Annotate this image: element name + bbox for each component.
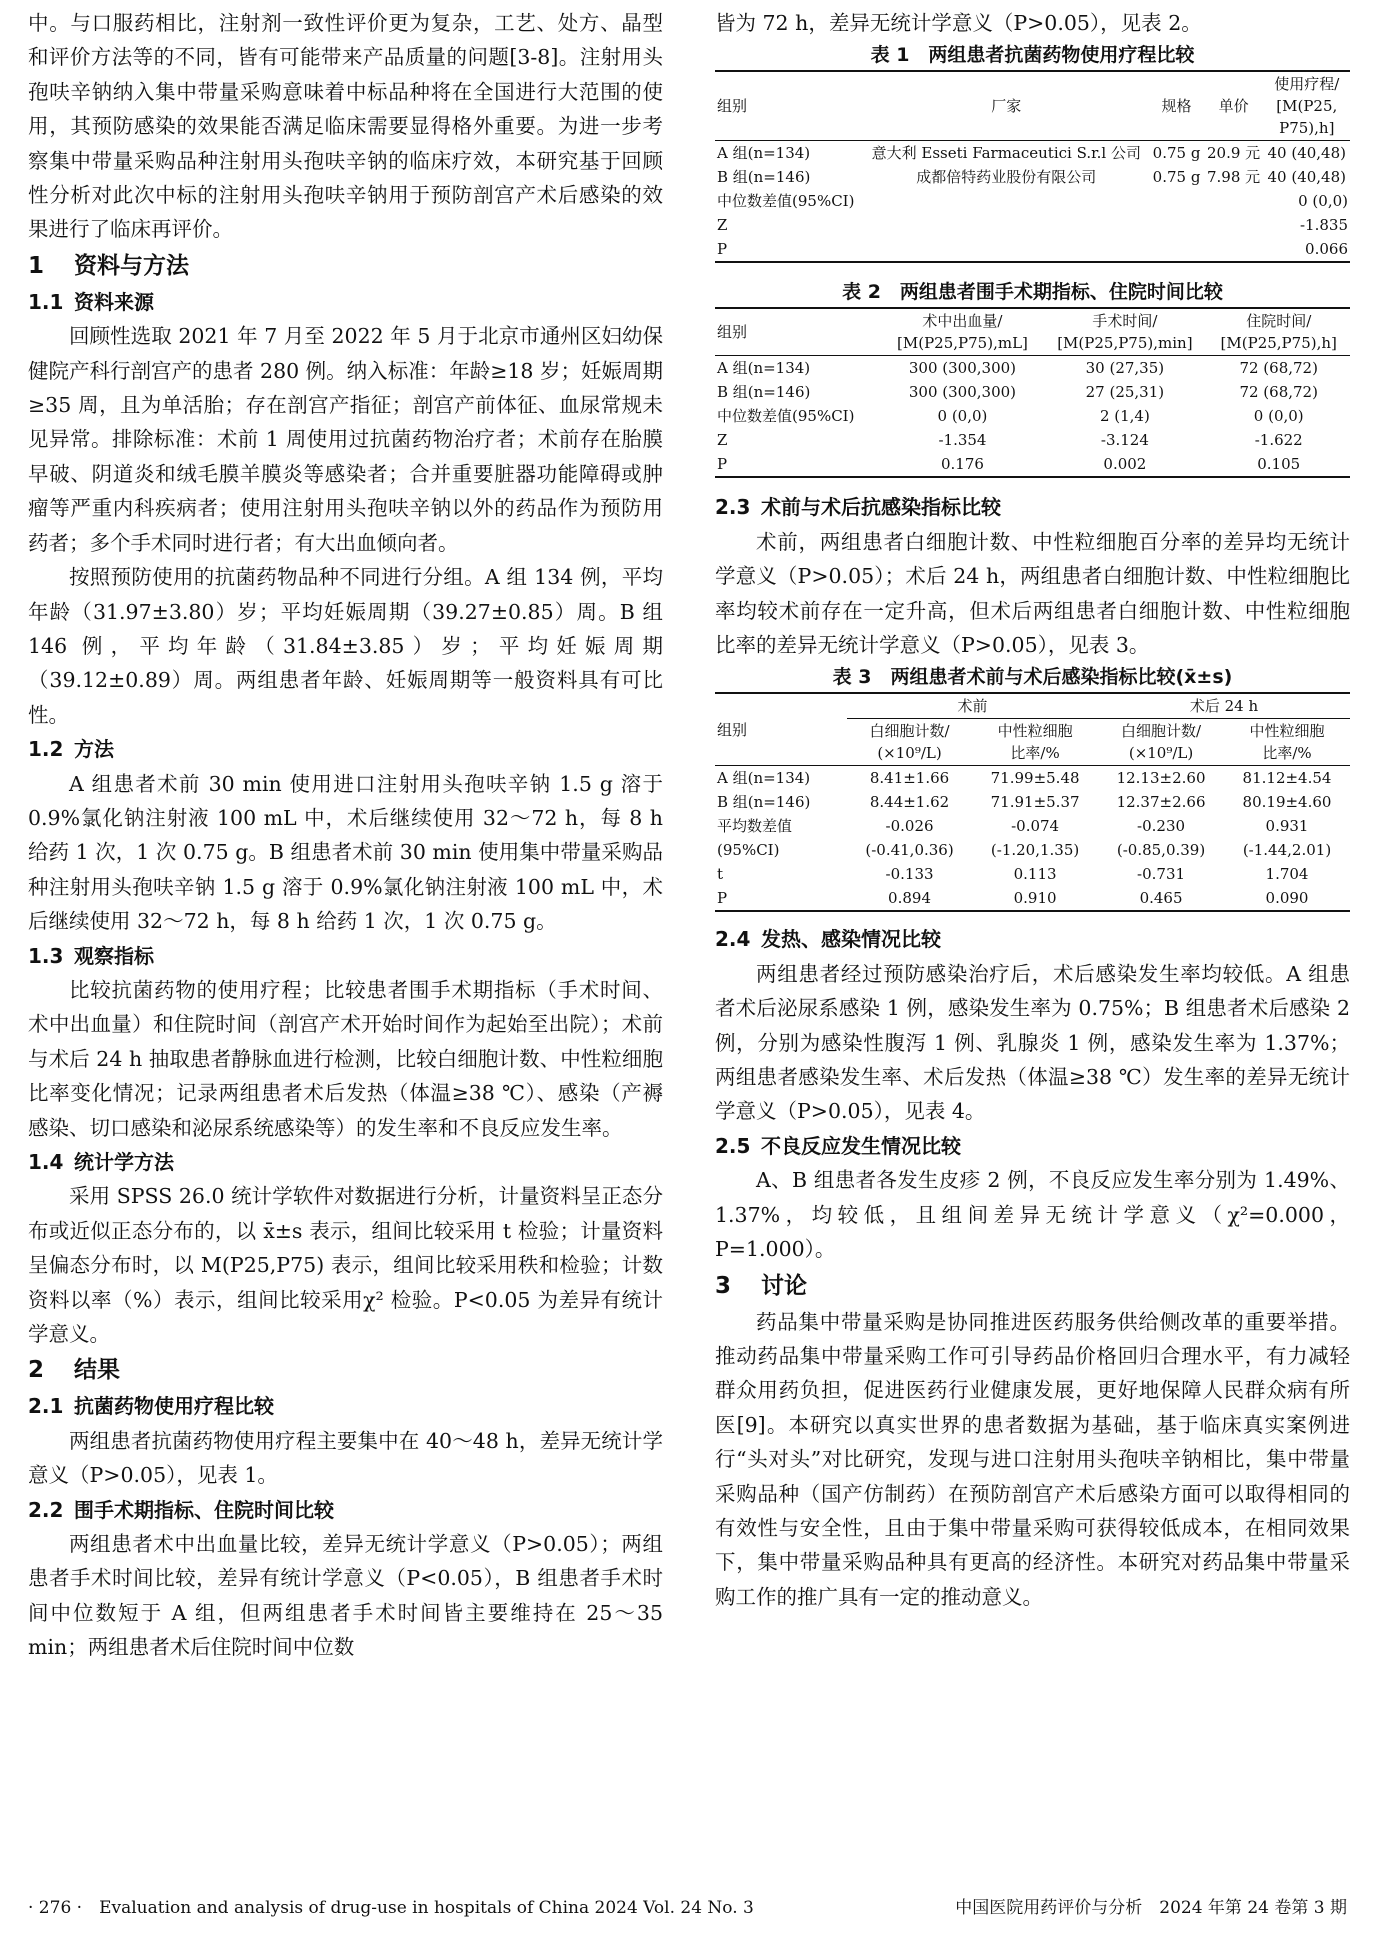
- table-cell: 中位数差值(95%CI): [717, 192, 855, 211]
- header-line: [M(P25,: [1276, 97, 1338, 116]
- subsection-heading: [28, 1389, 663, 1423]
- table-row: [715, 862, 1350, 886]
- table-cell: 71.91±5.37: [990, 793, 1080, 812]
- header-cell: [883, 308, 1043, 356]
- header-cell: 组别: [715, 71, 863, 141]
- subsection-title: 观察指标: [74, 943, 154, 968]
- table-row: [715, 165, 1350, 189]
- subsection-number: 2.2: [28, 1497, 64, 1522]
- subsection-heading: [28, 939, 663, 973]
- right-column: [715, 6, 1350, 1614]
- table-cell: -0.133: [885, 865, 934, 884]
- table-title: 表 1 两组患者抗菌药物使用疗程比较: [870, 44, 1195, 67]
- header-cell: 规格: [1149, 71, 1203, 141]
- table-cell: 0.105: [1257, 455, 1301, 474]
- table-group-header-row: [715, 693, 1350, 719]
- table-cell: -0.230: [1137, 817, 1186, 836]
- subsection-title: 发热、感染情况比较: [761, 927, 941, 952]
- header-line: 中性粒细胞: [1249, 722, 1325, 741]
- table-row: [715, 886, 1350, 911]
- header-line: 手术时间/: [1092, 312, 1158, 331]
- paragraph: 按照预防使用的抗菌药物品种不同进行分组。A 组 134 例，平均年龄（31.97±3.80）岁；平均妊娠周期（39.27±0.85）周。B 组 146 例，平均年龄（31.84±3.85）岁；平均妊娠周期（39.12±0.89）周。两组患者年龄、妊娠周期等一般资料具有可比性。: [28, 565, 663, 727]
- header-line: [M(P25,P75),h]: [1220, 334, 1337, 353]
- header-line: 中性粒细胞: [997, 722, 1073, 741]
- table-row: [715, 814, 1350, 838]
- intro-paragraph: 中。与口服药相比，注射剂一致性评价更为复杂，工艺、处方、晶型和评价方法等的不同，皆有可能带来产品质量的问题[3-8]。注射用头孢呋辛钠纳入集中带量采购意味着中标品种将在全国进行大范围的使用，其预防感染的效果能否满足临床需要显得格外重要。为进一步考察集中带量采购品种注射用头孢呋辛钠的临床疗效，本研究基于回顾性分析对此次中标的注射用头孢呋辛钠用于预防剖宫产术后感染的效果进行了临床再评价。: [28, 11, 663, 242]
- header-cell: [847, 719, 972, 766]
- header-cell: [1264, 71, 1350, 141]
- section-number: 1: [28, 252, 45, 279]
- table-cell: (-0.85,0.39): [1116, 841, 1206, 860]
- table-cell: 12.13±2.60: [1116, 769, 1206, 788]
- table-cell: B 组(n=146): [717, 793, 811, 812]
- table-cell: 0.465: [1139, 889, 1183, 908]
- table-cell: t: [717, 865, 724, 884]
- table-cell: [1149, 237, 1203, 262]
- table-cell: Z: [717, 431, 728, 450]
- table-1: [715, 70, 1350, 263]
- subsection-number: 2.1: [28, 1394, 64, 1419]
- header-cell: [1224, 719, 1350, 766]
- subsection-number: 1.1: [28, 289, 64, 314]
- subsection-title: 术前与术后抗感染指标比较: [761, 495, 1001, 520]
- table-cell: 40 (40,48): [1267, 144, 1347, 163]
- table-cell: 中位数差值(95%CI): [717, 407, 855, 426]
- table-cell: 27 (25,31): [1085, 383, 1165, 402]
- table-cell: A 组(n=134): [717, 769, 811, 788]
- table-cell: 0.75 g: [1152, 144, 1201, 163]
- table-cell: 300 (300,300): [908, 383, 1017, 402]
- paragraph: 两组患者抗菌药物使用疗程主要集中在 40～48 h，差异无统计学意义（P>0.05），见表 1。: [28, 1428, 663, 1488]
- table-row: [715, 766, 1350, 791]
- paragraph: 药品集中带量采购是协同推进医药服务供给侧改革的重要举措。推动药品集中带量采购工作可引导药品价格回归合理水平，有力减轻群众用药负担，促进医药行业健康发展，更好地保障人民群众病有所医[9]。本研究以真实世界的患者数据为基础，基于临床真实案例进行“头对头”对比研究，发现与进口注射用头孢呋辛钠相比，集中带量采购品种（国产仿制药）在预防剖宫产术后感染方面可以取得相同的有效性与安全性，且由于集中带量采购可获得较低成本，在相同效果下，集中带量采购品种具有更高的经济性。本研究对药品集中带量采购工作的推广具有一定的推动意义。: [715, 1309, 1350, 1609]
- table-cell: (-1.20,1.35): [990, 841, 1080, 860]
- subsection-number: 2.3: [715, 495, 751, 520]
- header-cell: [1207, 308, 1350, 356]
- table-cell: -3.124: [1100, 431, 1149, 450]
- header-line: P75),h]: [1279, 119, 1335, 138]
- section-title: 资料与方法: [74, 252, 189, 279]
- table-cell: 0.75 g: [1152, 168, 1201, 187]
- header-cell: 单价: [1204, 71, 1264, 141]
- table-row: [715, 356, 1350, 381]
- table-title: 表 2 两组患者围手术期指标、住院时间比较: [842, 281, 1223, 304]
- table-row: [715, 790, 1350, 814]
- group-header-cell: 术后 24 h: [1098, 693, 1350, 719]
- table-cell: -0.026: [885, 817, 934, 836]
- paragraph: 术前，两组患者白细胞计数、中性粒细胞百分率的差异均无统计学意义（P>0.05）；术后 24 h，两组患者白细胞计数、中性粒细胞比率均较术前存在一定升高，但术后两组患者白细胞计数、中性粒细胞比率的差异无统计学意义（P>0.05），见表 3。: [715, 529, 1350, 658]
- subsection-title: 抗菌药物使用疗程比较: [74, 1394, 274, 1419]
- subsection-heading: [715, 490, 1350, 524]
- table-cell: 0.910: [1013, 889, 1057, 908]
- table-cell: B 组(n=146): [717, 168, 811, 187]
- table-cell: [1204, 237, 1264, 262]
- header-line: (×10⁹/L): [1128, 744, 1194, 763]
- header-cell: [1098, 719, 1224, 766]
- table-cell: 0.002: [1103, 455, 1147, 474]
- table-cell: -1.835: [1299, 216, 1348, 235]
- subsection-number: 2.5: [715, 1133, 751, 1158]
- table-2: [715, 307, 1350, 478]
- table-cell: 7.98 元: [1207, 168, 1261, 187]
- table-row: [715, 189, 1350, 213]
- table-cell: 0.066: [1305, 240, 1348, 259]
- subsection-title: 统计学方法: [74, 1150, 174, 1174]
- table-cell: 1.704: [1265, 865, 1309, 884]
- subsection-number: 2.4: [715, 927, 751, 952]
- table-cell: 成都倍特药业股份有限公司: [916, 168, 1097, 187]
- header-line: 比率/%: [1262, 744, 1312, 763]
- table-row: [715, 237, 1350, 262]
- header-line: 白细胞计数/: [1121, 722, 1202, 741]
- header-line: [M(P25,P75),min]: [1057, 334, 1193, 353]
- table-row: [715, 213, 1350, 237]
- table-cell: 0.113: [1013, 865, 1057, 884]
- header-line: 住院时间/: [1246, 312, 1312, 331]
- table-cell: 80.19±4.60: [1242, 793, 1332, 812]
- table-cell: 意大利 Esseti Farmaceutici S.r.l 公司: [871, 144, 1141, 163]
- table-cell: -1.354: [938, 431, 987, 450]
- footer-right: 中国医院用药评价与分析 2024 年第 24 卷第 3 期: [955, 1898, 1347, 1918]
- section-number: 2: [28, 1357, 45, 1384]
- table-cell: (-0.41,0.36): [865, 841, 954, 860]
- table-cell: 0 (0,0): [937, 407, 988, 426]
- table-cell: 0.176: [940, 455, 984, 474]
- table-cell: 30 (27,35): [1085, 359, 1165, 378]
- subsection-heading: [28, 732, 663, 766]
- table-cell: 20.9 元: [1207, 144, 1261, 163]
- table-cell: 40 (40,48): [1267, 168, 1347, 187]
- table-cell: 0 (0,0): [1298, 192, 1348, 211]
- subsection-heading: [28, 1493, 663, 1527]
- table-header-row: [715, 308, 1350, 356]
- section-heading: [28, 1351, 663, 1389]
- paragraph: 两组患者经过预防感染治疗后，术后感染发生率均较低。A 组患者术后泌尿系感染 1 例，感染发生率为 0.75%；B 组患者术后感染 2 例，分别为感染性腹泻 1 例、乳腺炎 1 例，感染发生率为 1.37%；两组患者感染发生率、术后发热（体温≥38 ℃）发生率的差异无统计学意义（P>0.05），见表 4。: [715, 961, 1350, 1124]
- subsection-number: 1.2: [28, 737, 64, 762]
- paragraph: 两组患者术中出血量比较，差异无统计学意义（P>0.05）；两组患者手术时间比较，差异有统计学意义（P<0.05），B 组患者手术时间中位数短于 A 组，但两组患者手术时间皆主要维持在 25～35 min；两组患者术后住院时间中位数: [28, 1532, 663, 1660]
- section-heading: [715, 1267, 1350, 1305]
- table-cell: P: [717, 240, 728, 259]
- table-row: [715, 141, 1350, 166]
- section-title: 结果: [74, 1357, 120, 1384]
- table-cell: [863, 237, 1149, 262]
- header-line: (×10⁹/L): [877, 744, 942, 763]
- header-line: [M(P25,P75),mL]: [897, 334, 1028, 353]
- table-cell: P: [717, 889, 728, 908]
- table-cell: 300 (300,300): [908, 359, 1017, 378]
- table-cell: 0.894: [888, 889, 931, 908]
- table-cell: A 组(n=134): [717, 359, 811, 378]
- subsection-number: 1.4: [28, 1150, 64, 1174]
- paragraph: A、B 组患者各发生皮疹 2 例，不良反应发生率分别为 1.49%、1.37%，均较低，且组间差异无统计学意义（χ²=0.000，P=1.000）。: [715, 1168, 1350, 1262]
- paragraph: 采用 SPSS 26.0 统计学软件对数据进行分析，计量资料呈正态分布或近似正态分布的，以 x̄±s 表示，组间比较采用 t 检验；计量资料呈偏态分布时，以 M(P25,P75) 表示，组间比较采用秩和检验；计数资料以率（%）表示，组间比较采用χ² 检验。P<0.05 为差异有统计学意义。: [28, 1184, 663, 1347]
- paragraph: A 组患者术前 30 min 使用进口注射用头孢呋辛钠 1.5 g 溶于 0.9%氯化钠注射液 100 mL 中，术后继续使用 32～72 h，每 8 h 给药 1 次，1 次 0.75 g。B 组患者术前 30 min 使用集中带量采购品种注射用头孢呋辛钠 1.5 g 溶于 0.9%氯化钠注射液 100 mL 中，术后继续使用 32～72 h，每 8 h 给药 1 次，1 次 0.75 g。: [28, 771, 663, 934]
- table-cell: [1149, 213, 1203, 237]
- table-cell: 8.41±1.66: [869, 769, 950, 788]
- continued-line: 皆为 72 h，差异无统计学意义（P>0.05），见表 2。: [715, 11, 1202, 35]
- table-cell: 2 (1,4): [1099, 407, 1150, 426]
- subsection-title: 方法: [74, 737, 114, 762]
- paragraph: 比较抗菌药物的使用疗程；比较患者围手术期指标（手术时间、术中出血量）和住院时间（剖宫产术开始时间作为起始至出院）；术前与术后 24 h 抽取患者静脉血进行检测，比较白细胞计数、中性粒细胞比率变化情况；记录两组患者术后发热（体温≥38 ℃）、感染（产褥感染、切口感染和泌尿系统感染等）的发生率和不良反应发生率。: [28, 977, 663, 1140]
- table-row: [715, 838, 1350, 862]
- header-line: 白细胞计数/: [869, 722, 950, 741]
- table-cell: B 组(n=146): [717, 383, 811, 402]
- table-cell: [1149, 189, 1203, 213]
- table-row: [715, 428, 1350, 452]
- table-cell: 8.44±1.62: [869, 793, 950, 812]
- header-line: 术中出血量/: [922, 312, 1003, 331]
- header-cell: 组别: [715, 308, 883, 356]
- table-cell: 0.931: [1265, 817, 1309, 836]
- subsection-heading: [28, 1145, 663, 1179]
- header-cell: 组别: [715, 693, 847, 766]
- table-header-row: [715, 71, 1350, 141]
- table-title: 表 3 两组患者术前与术后感染指标比较(x̄±s): [832, 666, 1233, 689]
- table-cell: [1204, 213, 1264, 237]
- table-cell: 81.12±4.54: [1242, 769, 1332, 788]
- table-cell: Z: [717, 216, 728, 235]
- table-cell: -0.074: [1011, 817, 1060, 836]
- table-3: [715, 692, 1350, 912]
- table-cell: 0.090: [1265, 889, 1309, 908]
- subsection-heading: [28, 285, 663, 319]
- table-cell: A 组(n=134): [717, 144, 811, 163]
- subsection-heading: [715, 1129, 1350, 1163]
- table-cell: 0 (0,0): [1253, 407, 1304, 426]
- group-header-cell: 术前: [847, 693, 1098, 719]
- header-line: 比率/%: [1010, 744, 1060, 763]
- section-heading: [28, 247, 663, 285]
- subsection-title: 资料来源: [74, 289, 154, 314]
- table-cell: (-1.44,2.01): [1242, 841, 1332, 860]
- header-cell: 厂家: [863, 71, 1149, 141]
- table-cell: -1.622: [1254, 431, 1303, 450]
- table-cell: P: [717, 455, 728, 474]
- footer-left: · 276 · Evaluation and analysis of drug-use in hospitals of China 2024 Vol. 24 No. 3: [28, 1898, 754, 1918]
- table-row: [715, 380, 1350, 404]
- subsection-title: 围手术期指标、住院时间比较: [74, 1497, 334, 1522]
- subsection-heading: [715, 922, 1350, 956]
- table-row: [715, 404, 1350, 428]
- header-cell: [972, 719, 1098, 766]
- table-cell: 72 (68,72): [1239, 359, 1318, 378]
- table-cell: [863, 213, 1149, 237]
- section-number: 3: [715, 1272, 732, 1299]
- paragraph: 回顾性选取 2021 年 7 月至 2022 年 5 月于北京市通州区妇幼保健院产科行剖宫产的患者 280 例。纳入标准：年龄≥18 岁；妊娠周期≥35 周，且为单活胎；存在剖宫产指征；剖宫产前体征、血尿常规未见异常。排除标准：术前 1 周使用过抗菌药物治疗者；术前存在胎膜早破、阴道炎和绒毛膜羊膜炎等感染者；合并重要脏器功能障碍或肿瘤等严重内科疾病者；使用注射用头孢呋辛钠以外的药品作为预防用药者；多个手术同时进行者；有大出血倾向者。: [28, 324, 663, 555]
- left-column: [28, 6, 663, 1665]
- subsection-title: 不良反应发生情况比较: [761, 1133, 961, 1158]
- header-cell: [1042, 308, 1207, 356]
- table-cell: 72 (68,72): [1239, 383, 1318, 402]
- table-row: [715, 452, 1350, 477]
- table-cell: [1204, 189, 1264, 213]
- table-cell: (95%CI): [717, 841, 780, 860]
- table-cell: 71.99±5.48: [990, 769, 1080, 788]
- subsection-number: 1.3: [28, 943, 64, 968]
- table-cell: -0.731: [1137, 865, 1186, 884]
- table-cell: [863, 189, 1149, 213]
- table-cell: 12.37±2.66: [1116, 793, 1206, 812]
- section-title: 讨论: [761, 1272, 807, 1299]
- header-line: 使用疗程/: [1274, 75, 1340, 94]
- table-cell: 平均数差值: [717, 817, 793, 836]
